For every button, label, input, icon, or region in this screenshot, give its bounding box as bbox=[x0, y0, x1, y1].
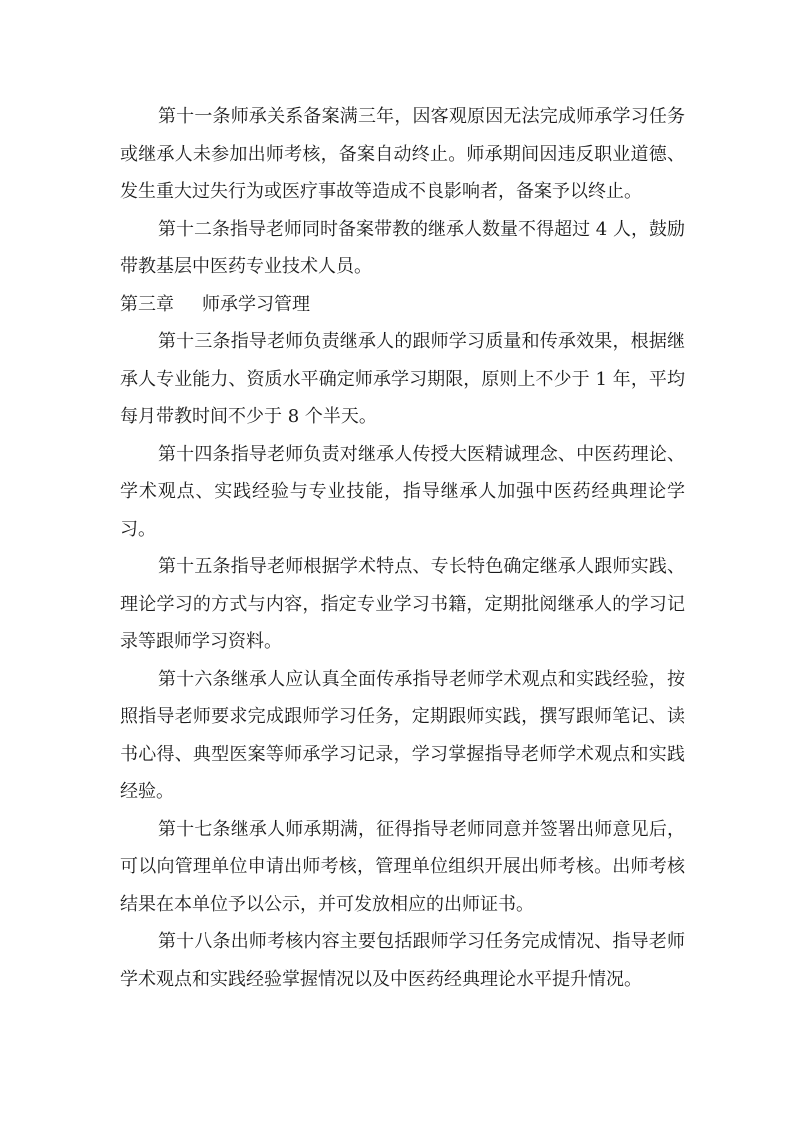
article-11-paragraph: 第十一条师承关系备案满三年，因客观原因无法完成师承学习任务或继承人未参加出师考核，备案自动终止。师承期间因违反职业道德、发生重大过失行为或医疗事故等造成不良影响者，备案予以终止。 bbox=[120, 106, 685, 202]
article-13-paragraph: 第十三条指导老师负责继承人的跟师学习质量和传承效果，根据继承人专业能力、资质水平确定师承学习期限，原则上不少于 1 年，平均每月带教时间不少于 8 个半天。 bbox=[120, 331, 685, 427]
article-17-paragraph: 第十七条继承人师承期满，征得指导老师同意并签署出师意见后，可以向管理单位申请出师考核，管理单位组织开展出师考核。出师考核结果在本单位予以公示，并可发放相应的出师证书。 bbox=[120, 818, 685, 915]
chapter-number: 第三章 bbox=[120, 293, 174, 315]
article-16-paragraph: 第十六条继承人应认真全面传承指导老师学术观点和实践经验，按照指导老师要求完成跟师学习任务，定期跟师实践，撰写跟师笔记、读书心得、典型医案等师承学习记录，学习掌握指导老师学术观点和实践经验。 bbox=[120, 668, 685, 802]
article-12-paragraph: 第十二条指导老师同时备案带教的继承人数量不得超过 4 人，鼓励带教基层中医药专业技术人员。 bbox=[120, 218, 685, 277]
chapter-heading bbox=[120, 286, 685, 324]
article-18-paragraph: 第十八条出师考核内容主要包括跟师学习任务完成情况、指导老师学术观点和实践经验掌握情况以及中医药经典理论水平提升情况。 bbox=[120, 931, 685, 990]
article-15-paragraph: 第十五条指导老师根据学术特点、专长特色确定继承人跟师实践、理论学习的方式与内容，指定专业学习书籍，定期批阅继承人的学习记录等跟师学习资料。 bbox=[120, 556, 685, 652]
chapter-title: 师承学习管理 bbox=[202, 293, 310, 315]
article-14-paragraph: 第十四条指导老师负责对继承人传授大医精诚理念、中医药理论、学术观点、实践经验与专业技能，指导继承人加强中医药经典理论学习。 bbox=[120, 443, 685, 540]
document-body bbox=[120, 98, 685, 998]
